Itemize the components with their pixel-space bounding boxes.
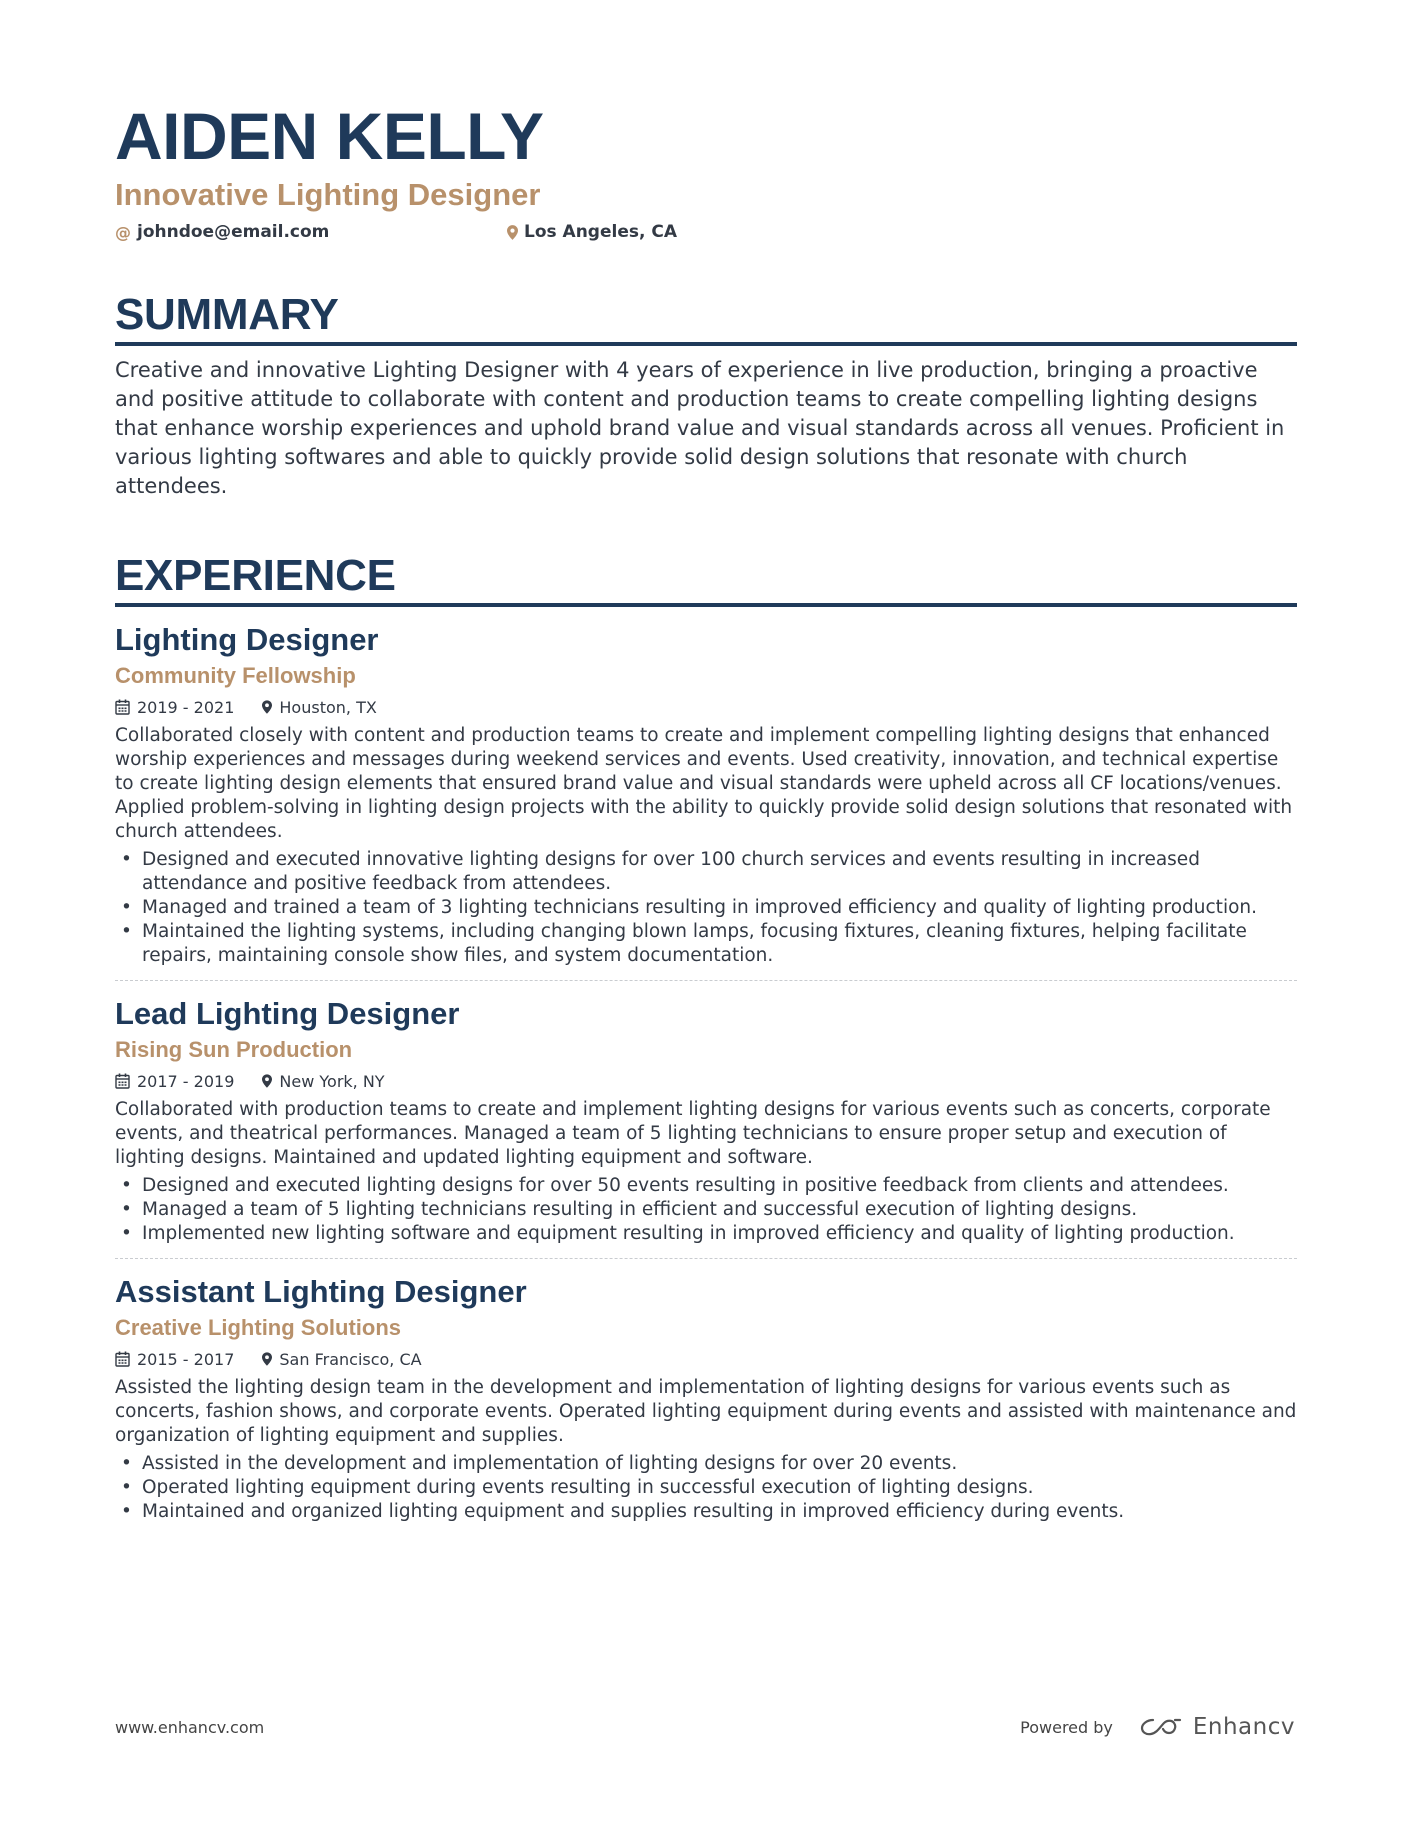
job-title: Lead Lighting Designer — [115, 996, 460, 1031]
dates-text: 2015 - 2017 — [137, 1349, 235, 1369]
dates-text: 2017 - 2019 — [137, 1071, 235, 1091]
powered-by-label: Powered by — [1020, 1717, 1113, 1737]
job-location — [262, 698, 376, 717]
experience-entry — [115, 980, 1297, 1258]
summary-text: Creative and innovative Lighting Designer with 4 years of experience in live production, bringing a proactive and positive attitude to collaborate with content and production teams to create compelling lighting designs that enhance worship experiences and uphold brand value and visual standards across all venues. Proficient in various lighting softwares and able to quickly provide solid design solutions that resonate with church attendees. — [115, 358, 1285, 498]
summary-heading: SUMMARY — [115, 290, 339, 339]
calendar-icon — [115, 1351, 130, 1367]
map-pin-icon — [262, 700, 272, 714]
job-dates — [115, 698, 234, 717]
footer-website-link[interactable]: www.enhancv.com — [115, 1717, 265, 1737]
job-meta — [115, 1070, 1297, 1092]
summary-section — [115, 290, 1297, 501]
achievement-item: • Designed and executed lighting designs for over 50 events resulting in positive feedback from clients and attendees. — [115, 1174, 1297, 1198]
experience-entry — [115, 607, 1297, 980]
contact-email[interactable] — [115, 222, 507, 242]
job-dates — [115, 1072, 234, 1091]
experience-section — [115, 551, 1297, 1536]
map-pin-icon — [507, 225, 518, 240]
job-description: Assisted the lighting design team in the development and implementation of lighting designs for various events such as concerts, fashion shows, and corporate events. Operated lighting equipment during events and assisted with maintenance and organization of lighting equipment and supplies. — [115, 1377, 1297, 1446]
job-title: Assistant Lighting Designer — [115, 1274, 527, 1309]
achievement-list — [115, 1452, 1297, 1524]
job-meta — [115, 1348, 1297, 1370]
job-meta — [115, 696, 1297, 718]
achievement-item: • Managed a team of 5 lighting technicians resulting in efficient and successful execution of lighting designs. — [115, 1198, 1297, 1222]
job-title: Lighting Designer — [115, 622, 379, 657]
job-description: Collaborated with production teams to create and implement lighting designs for various events such as concerts, corporate events, and theatrical performances. Managed a team of 5 lighting technicians to ensure proper setup and execution of lighting designs. Maintained and updated lighting equipment and software. — [115, 1099, 1271, 1168]
map-pin-icon — [262, 1074, 272, 1088]
candidate-name: AIDEN KELLY — [115, 99, 544, 173]
job-dates — [115, 1350, 234, 1369]
map-pin-icon — [262, 1352, 272, 1366]
candidate-title: Innovative Lighting Designer — [115, 177, 541, 212]
calendar-icon — [115, 699, 130, 715]
achievement-item: • Managed and trained a team of 3 lighting technicians resulting in improved efficiency and quality of lighting production. — [115, 896, 1297, 920]
achievement-list — [115, 1174, 1297, 1246]
company-name: Rising Sun Production — [115, 1037, 353, 1062]
location-text: Houston, TX — [279, 697, 377, 717]
email-text: johndoe@email.com — [137, 222, 330, 242]
contact-row — [115, 220, 1297, 244]
location-text: New York, NY — [279, 1071, 385, 1091]
powered-by — [1020, 1714, 1295, 1740]
location-text: Los Angeles, CA — [524, 222, 677, 242]
enhancv-logo[interactable] — [1139, 1714, 1295, 1740]
resume-page — [115, 98, 1297, 1536]
achievement-item: • Implemented new lighting software and equipment resulting in improved efficiency and quality of lighting production. — [115, 1222, 1297, 1246]
experience-entry — [115, 1258, 1297, 1536]
brand-name: Enhancv — [1192, 1714, 1295, 1740]
company-name: Community Fellowship — [115, 663, 356, 688]
company-name: Creative Lighting Solutions — [115, 1315, 402, 1340]
job-description: Collaborated closely with content and production teams to create and implement compelling lighting designs that enhanced worship experiences and messages during weekend services and events. Used creativity, innovation, and technical expertise to create lighting design elements that ensured brand value and visual standards were upheld across all CF locations/venues. Applied problem-solving in lighting design projects with the ability to quickly provide solid design solutions that resonated with church attendees. — [115, 725, 1293, 842]
achievement-item: • Assisted in the development and implementation of lighting designs for over 20 events. — [115, 1452, 1297, 1476]
dates-text: 2019 - 2021 — [137, 697, 235, 717]
resume-header — [115, 98, 1297, 244]
calendar-icon — [115, 1073, 130, 1089]
achievement-item: • Designed and executed innovative lighting designs for over 100 church services and events resulting in increased attendance and positive feedback from attendees. — [115, 848, 1297, 896]
contact-location — [507, 222, 677, 242]
location-text: San Francisco, CA — [279, 1349, 422, 1369]
achievement-item: • Maintained and organized lighting equipment and supplies resulting in improved efficiency during events. — [115, 1500, 1297, 1524]
experience-heading: EXPERIENCE — [115, 551, 396, 600]
achievement-item: • Operated lighting equipment during events resulting in successful execution of lighting designs. — [115, 1476, 1297, 1500]
job-location — [262, 1350, 421, 1369]
job-location — [262, 1072, 384, 1091]
achievement-item: • Maintained the lighting systems, including changing blown lamps, focusing fixtures, cleaning fixtures, helping facilitate repairs, maintaining console show files, and system documentation. — [115, 920, 1297, 968]
at-icon: @ — [115, 222, 131, 242]
achievement-list — [115, 848, 1297, 968]
enhancv-logo-icon — [1139, 1716, 1183, 1738]
page-footer — [115, 1712, 1295, 1742]
section-divider — [115, 342, 1297, 346]
